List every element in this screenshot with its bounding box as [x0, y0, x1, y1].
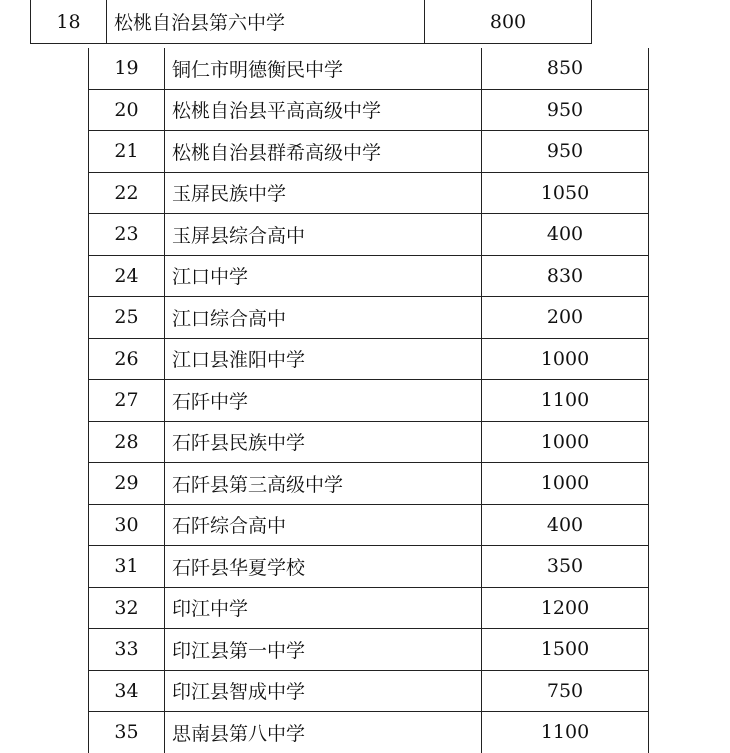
school-name: 石阡综合高中: [165, 504, 482, 546]
row-number: 31: [89, 546, 165, 588]
enrollment-count: 1200: [482, 587, 649, 629]
table-row: [89, 255, 649, 297]
school-name: 印江县第一中学: [165, 629, 482, 671]
table-row: [89, 172, 649, 214]
school-name: 印江中学: [165, 587, 482, 629]
table-row: [89, 670, 649, 712]
row-number: 24: [89, 255, 165, 297]
table-row: [89, 546, 649, 588]
enrollment-count: 400: [482, 504, 649, 546]
enrollment-count: 400: [482, 214, 649, 256]
enrollment-count: 1050: [482, 172, 649, 214]
table-row: [89, 629, 649, 671]
row-number: 19: [89, 48, 165, 89]
enrollment-count: 750: [482, 670, 649, 712]
row-number: 35: [89, 712, 165, 753]
table-row: [89, 48, 649, 89]
school-name: 松桃自治县第六中学: [107, 0, 425, 44]
school-name: 石阡县华夏学校: [165, 546, 482, 588]
table-row: [89, 89, 649, 131]
row-number: 25: [89, 297, 165, 339]
school-name: 石阡中学: [165, 380, 482, 422]
school-name: 石阡县第三高级中学: [165, 463, 482, 505]
table-row: [31, 0, 592, 44]
enrollment-count: 800: [425, 0, 592, 44]
row-number: 28: [89, 421, 165, 463]
table-row: [89, 338, 649, 380]
school-name: 铜仁市明德衡民中学: [165, 48, 482, 89]
enrollment-count: 1100: [482, 712, 649, 753]
row-number: 27: [89, 380, 165, 422]
school-name: 松桃自治县群希高级中学: [165, 131, 482, 173]
school-name: 江口综合高中: [165, 297, 482, 339]
table-row: [89, 380, 649, 422]
enrollment-count: 950: [482, 131, 649, 173]
enrollment-count: 950: [482, 89, 649, 131]
table-row: [89, 421, 649, 463]
school-name: 松桃自治县平高高级中学: [165, 89, 482, 131]
school-name: 石阡县民族中学: [165, 421, 482, 463]
school-table: [88, 48, 649, 753]
table-row: [89, 297, 649, 339]
row-number: 30: [89, 504, 165, 546]
enrollment-count: 850: [482, 48, 649, 89]
row-number: 21: [89, 131, 165, 173]
table-row: [89, 131, 649, 173]
school-name: 印江县智成中学: [165, 670, 482, 712]
enrollment-count: 350: [482, 546, 649, 588]
top-table-fragment: [30, 0, 592, 44]
enrollment-count: 1000: [482, 421, 649, 463]
row-number: 20: [89, 89, 165, 131]
enrollment-count: 200: [482, 297, 649, 339]
table-row: [89, 463, 649, 505]
row-number: 18: [31, 0, 107, 44]
enrollment-count: 1100: [482, 380, 649, 422]
table-row: [89, 712, 649, 753]
school-name: 玉屏民族中学: [165, 172, 482, 214]
row-number: 33: [89, 629, 165, 671]
table-row: [89, 214, 649, 256]
table-row: [89, 504, 649, 546]
row-number: 22: [89, 172, 165, 214]
enrollment-count: 830: [482, 255, 649, 297]
school-name: 思南县第八中学: [165, 712, 482, 753]
row-number: 34: [89, 670, 165, 712]
enrollment-count: 1000: [482, 463, 649, 505]
row-number: 29: [89, 463, 165, 505]
row-number: 26: [89, 338, 165, 380]
school-name: 江口县淮阳中学: [165, 338, 482, 380]
school-name: 江口中学: [165, 255, 482, 297]
table-row: [89, 587, 649, 629]
row-number: 32: [89, 587, 165, 629]
school-name: 玉屏县综合高中: [165, 214, 482, 256]
enrollment-count: 1000: [482, 338, 649, 380]
enrollment-count: 1500: [482, 629, 649, 671]
row-number: 23: [89, 214, 165, 256]
